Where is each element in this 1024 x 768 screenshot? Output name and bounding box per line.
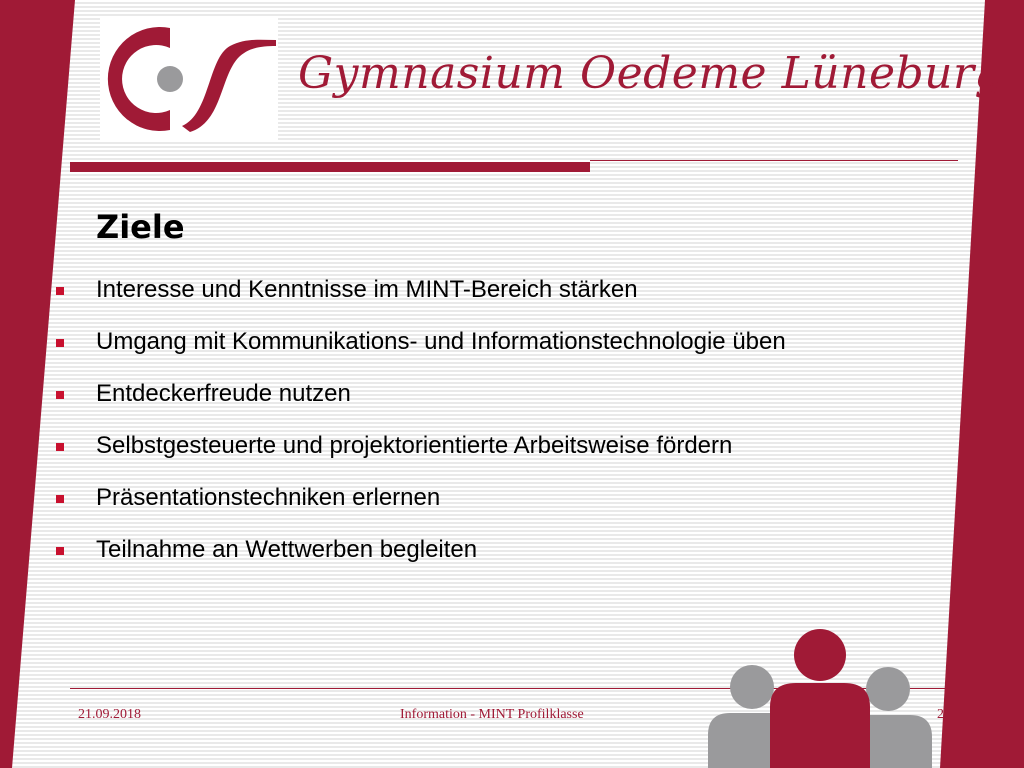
logo-icon	[100, 18, 278, 140]
list-item	[56, 430, 956, 482]
list-item	[56, 274, 956, 326]
header-divider-thin	[590, 160, 958, 161]
header-divider	[70, 162, 590, 172]
page-number: 2	[937, 707, 944, 722]
footer-date: 21.09.2018	[78, 707, 141, 722]
goal-list	[56, 274, 956, 586]
goal-text: Präsentationstechniken erlernen	[96, 484, 441, 511]
school-name: Gymnasium Oedeme Lüneburg	[298, 48, 1004, 99]
goal-text: Interesse und Kenntnisse im MINT-Bereich stärken	[96, 276, 638, 303]
square-bullet-icon	[56, 495, 64, 503]
square-bullet-icon	[56, 443, 64, 451]
goal-text: Entdeckerfreude nutzen	[96, 380, 351, 407]
slide-heading: Ziele	[96, 208, 185, 246]
goal-text: Selbstgesteuerte und projektorientierte Arbeitsweise fördern	[96, 432, 733, 459]
goal-text: Umgang mit Kommunikations- und Informationstechnologie üben	[96, 328, 786, 355]
square-bullet-icon	[56, 547, 64, 555]
square-bullet-icon	[56, 391, 64, 399]
list-item	[56, 378, 956, 430]
square-bullet-icon	[56, 287, 64, 295]
list-item	[56, 482, 956, 534]
list-item	[56, 326, 956, 378]
footer-title: Information - MINT Profilklasse	[400, 707, 584, 722]
people-group-icon	[700, 625, 960, 768]
list-item	[56, 534, 956, 586]
square-bullet-icon	[56, 339, 64, 347]
goal-text: Teilnahme an Wettwerben begleiten	[96, 536, 478, 563]
school-logo	[100, 18, 278, 140]
people-illustration	[700, 625, 960, 768]
